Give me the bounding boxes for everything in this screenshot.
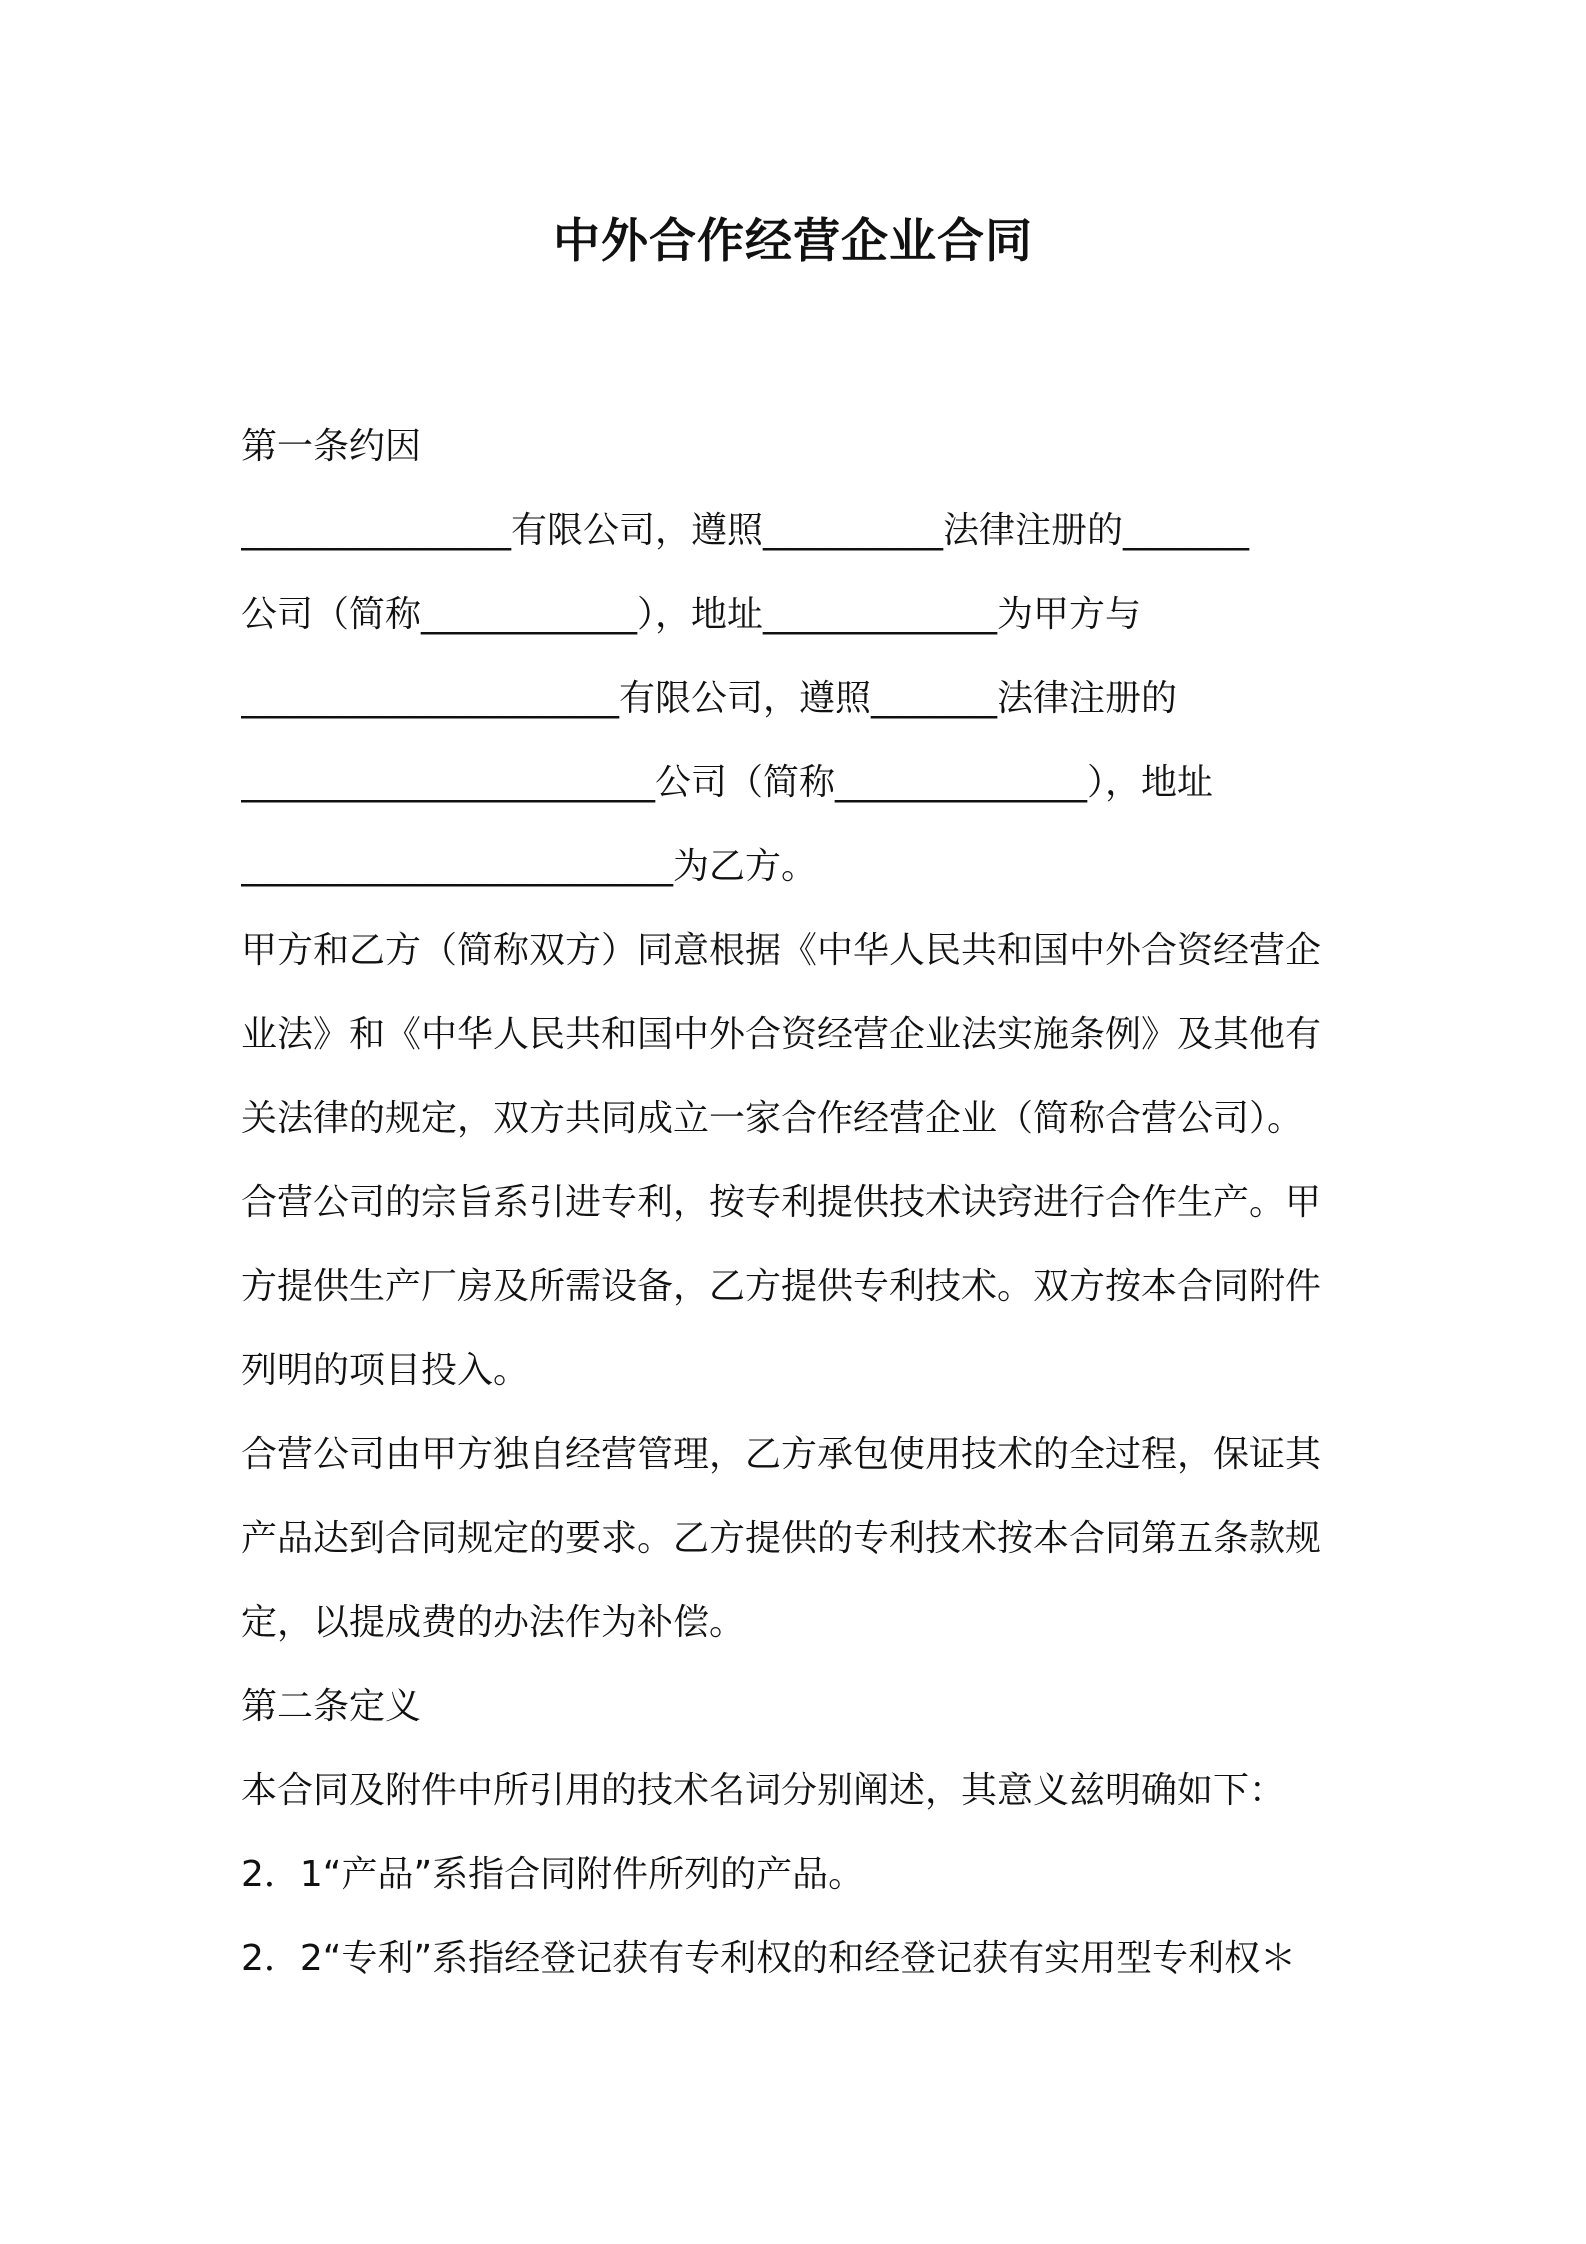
body-line: 方提供生产厂房及所需设备，乙方提供专利技术。双方按本合同附件	[241, 1266, 1322, 1307]
body-line: ________________________为乙方。	[241, 846, 818, 887]
body-line: 业法》和《中华人民共和国中外合资经营企业法实施条例》及其他有	[241, 1014, 1322, 1055]
body-line: _____________________有限公司，遵照_______法律注册的	[241, 678, 1178, 719]
body-line: 合营公司由甲方独自经营管理，乙方承包使用技术的全过程，保证其	[241, 1434, 1322, 1475]
clause-item: 2．2“专利”系指经登记获有专利权的和经登记获有实用型专利权＊	[241, 1938, 1297, 1979]
body-line: 关法律的规定，双方共同成立一家合作经营企业（简称合营公司）。	[241, 1098, 1304, 1139]
body-line: 合营公司的宗旨系引进专利，按专利提供技术诀窍进行合作生产。甲	[241, 1182, 1322, 1223]
body-line: _______________有限公司，遵照__________法律注册的_______	[241, 510, 1250, 551]
body-line: 产品达到合同规定的要求。乙方提供的专利技术按本合同第五条款规	[241, 1518, 1322, 1559]
body-line: 列明的项目投入。	[241, 1350, 530, 1391]
body-line: _______________________公司（简称______________），地址	[241, 762, 1214, 803]
body-line: 本合同及附件中所引用的技术名词分别阐述，其意义兹明确如下：	[241, 1770, 1286, 1811]
section-heading-1: 第一条约因	[241, 426, 422, 467]
clause-item: 2．1“产品”系指合同附件所列的产品。	[241, 1854, 865, 1895]
body-line: 公司（简称____________），地址_____________为甲方与	[241, 594, 1142, 635]
body-line: 甲方和乙方（简称双方）同意根据《中华人民共和国中外合资经营企	[241, 930, 1322, 971]
section-heading-2: 第二条定义	[241, 1686, 422, 1727]
document-body	[241, 405, 1361, 2001]
document-title: 中外合作经营企业合同	[553, 214, 1033, 269]
body-line: 定，以提成费的办法作为补偿。	[241, 1602, 746, 1643]
